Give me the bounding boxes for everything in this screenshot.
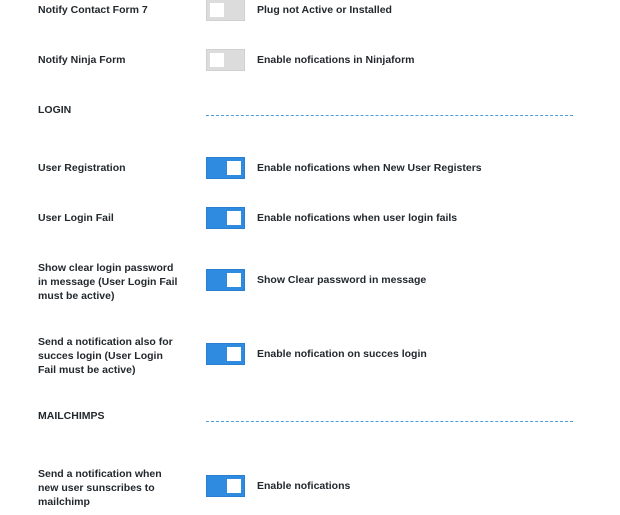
success-login-toggle[interactable] bbox=[206, 343, 245, 365]
setting-description: Plug not Active or Installed bbox=[257, 4, 392, 16]
setting-label bbox=[38, 335, 198, 377]
toggle-knob bbox=[227, 347, 241, 361]
setting-label-line: Show clear login password bbox=[38, 262, 174, 274]
toggle-knob bbox=[227, 479, 241, 493]
setting-description: Enable nofications when user login fails bbox=[257, 212, 458, 224]
setting-label-line: Send a notification also for bbox=[38, 336, 173, 348]
setting-label: Notify Contact Form 7 bbox=[38, 4, 148, 16]
contact-form-7-toggle[interactable] bbox=[206, 0, 245, 21]
setting-description: Show Clear password in message bbox=[257, 274, 427, 286]
section-title-mailchimps: MAILCHIMPS bbox=[38, 410, 105, 422]
section-divider bbox=[206, 115, 573, 116]
section-title-login: LOGIN bbox=[38, 104, 72, 116]
user-registration-toggle[interactable] bbox=[206, 157, 245, 179]
setting-label-line: Fail must be active) bbox=[38, 364, 136, 376]
toggle-knob bbox=[210, 3, 224, 17]
setting-label bbox=[38, 261, 198, 303]
toggle-knob bbox=[227, 273, 241, 287]
setting-label-line: succes login (User Login bbox=[38, 350, 163, 362]
setting-label-line: Send a notification when bbox=[38, 468, 162, 480]
toggle-knob bbox=[227, 211, 241, 225]
setting-label-line: in message (User Login Fail bbox=[38, 276, 178, 288]
setting-label bbox=[38, 467, 198, 509]
toggle-knob bbox=[210, 53, 224, 67]
setting-label: Notify Ninja Form bbox=[38, 54, 126, 66]
setting-description: Enable nofications bbox=[257, 480, 351, 492]
section-divider bbox=[206, 421, 573, 422]
setting-description: Enable nofications in Ninjaform bbox=[257, 54, 415, 66]
setting-label: User Login Fail bbox=[38, 212, 114, 224]
user-login-fail-toggle[interactable] bbox=[206, 207, 245, 229]
setting-label-line: new user sunscribes to bbox=[38, 482, 155, 494]
setting-label-line: mailchimp bbox=[38, 496, 90, 508]
setting-description: Enable nofications when New User Registers bbox=[257, 162, 482, 174]
ninja-form-toggle[interactable] bbox=[206, 49, 245, 71]
toggle-knob bbox=[227, 161, 241, 175]
mailchimp-subscribe-toggle[interactable] bbox=[206, 475, 245, 497]
setting-label: User Registration bbox=[38, 162, 126, 174]
show-clear-password-toggle[interactable] bbox=[206, 269, 245, 291]
setting-description: Enable nofication on succes login bbox=[257, 348, 427, 360]
setting-label-line: must be active) bbox=[38, 290, 115, 302]
